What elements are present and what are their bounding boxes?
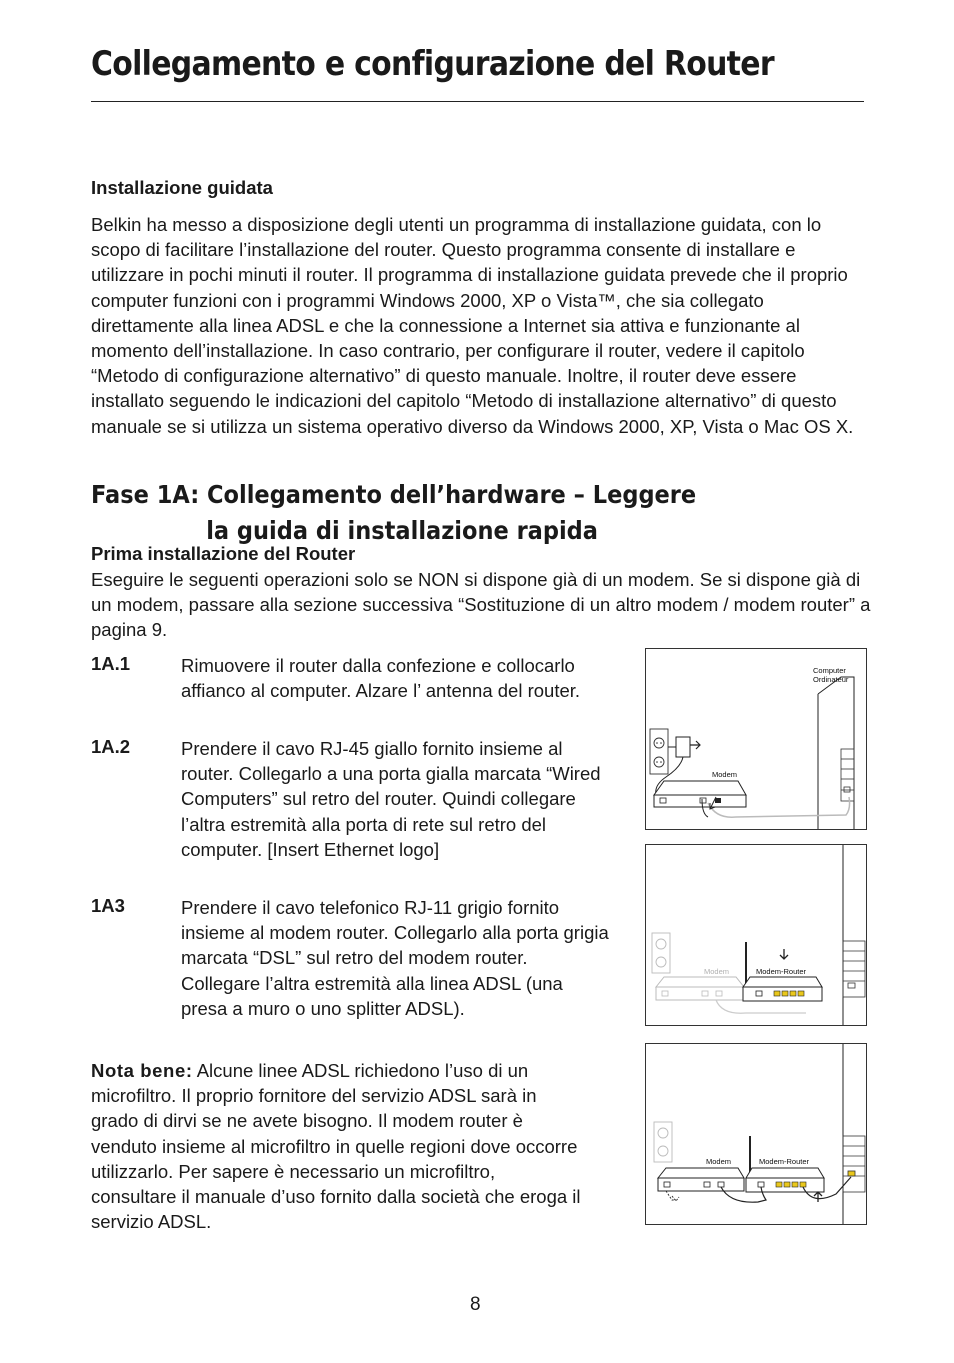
computer-label: Computer	[813, 666, 846, 675]
note-text: Alcune linee ADSL richiedono l’uso di un microfiltro. Il proprio fornitore del servizio ADSL sarà in grado di dirvi se ne avete bisogno. Il modem router è venduto insieme al microfiltro in quelle regioni dove occorre utilizzarlo. Per sapere è necessario un microfiltro, consultare il manuale d’uso fornito dalla società che eroga il servizio ADSL.	[91, 1060, 581, 1233]
step-text: Rimuovere il router dalla confezione e collocarlo affianco al computer. Alzare l’ antenna del router.	[181, 655, 581, 702]
modem-router-label: Modem-Router	[759, 1157, 810, 1166]
note-paragraph	[91, 1058, 581, 1234]
step-number: 1A3	[91, 895, 125, 916]
prima-paragraph: Eseguire le seguenti operazioni solo se NON si dispone già di un modem. Se si dispone già di un modem, passare alla sezione successiva “Sostituzione di un altro modem / modem router” a pagina 9.	[91, 569, 871, 641]
section-heading	[91, 477, 696, 549]
page-number: 8	[470, 1294, 481, 1315]
modem-label: Modem	[712, 770, 738, 779]
modem-label: Modem	[706, 1157, 732, 1166]
note-label: Nota bene:	[91, 1060, 193, 1081]
page-title: Collegamento e configurazione del Router	[91, 44, 774, 84]
ordinateur-label: Ordinateur	[813, 675, 849, 684]
figure-connection-modem-router	[645, 844, 867, 1026]
step-text: Prendere il cavo RJ-45 giallo fornito insieme al router. Collegarlo a una porta gialla marcata “Wired Computers” sul retro del router. Quindi collegare l’altra estremità alla porta di rete sul retro del computer. [Insert Ethernet logo]	[181, 738, 601, 860]
intro-heading: Installazione guidata	[91, 177, 273, 198]
prima-heading: Prima installazione del Router	[91, 543, 356, 564]
step-text: Prendere il cavo telefonico RJ-11 grigio fornito insieme al modem router. Collegarlo alla porta grigia marcata “DSL” sul retro del modem router. Collegare l’altra estremità alla linea ADSL (una presa a muro o uno splitter ADSL).	[181, 897, 609, 1019]
section-heading-line2: la guida di installazione rapida	[206, 516, 598, 545]
step-number: 1A.1	[91, 653, 131, 674]
intro-paragraph: Belkin ha messo a disposizione degli utenti un programma di installazione guidata, con lo scopo di facilitare l’installazione del router. Questo programma consente di installare e utilizzare in pochi minuti il router. Il programma di installazione guidata prevede che il proprio computer funzioni con i programmi Windows 2000, XP o Vista™, che sia collegato direttamente alla linea ADSL e che la connessione a Internet sia attiva e funzionante al momento dell’installazione. In caso contrario, per configurare il router, vedere il capitolo “Metodo di configurazione alternativo” di questo manuale. Inoltre, il router deve essere installato seguendo le indicazioni del capitolo “Metodo di installazione alternativo” di questo manuale se si utilizza un sistema operativo diverso da Windows 2000, XP, Vista o Mac OS X.	[91, 214, 854, 437]
step-number: 1A.2	[91, 736, 131, 757]
section-heading-line1: Fase 1A: Collegamento dell’hardware – Leggere	[91, 480, 697, 509]
title-divider	[91, 101, 864, 102]
figure-connection-modem	[645, 648, 867, 830]
modem-router-label: Modem-Router	[756, 967, 807, 976]
figure-connection-complete	[645, 1043, 867, 1225]
modem-label-faded: Modem	[704, 967, 730, 976]
